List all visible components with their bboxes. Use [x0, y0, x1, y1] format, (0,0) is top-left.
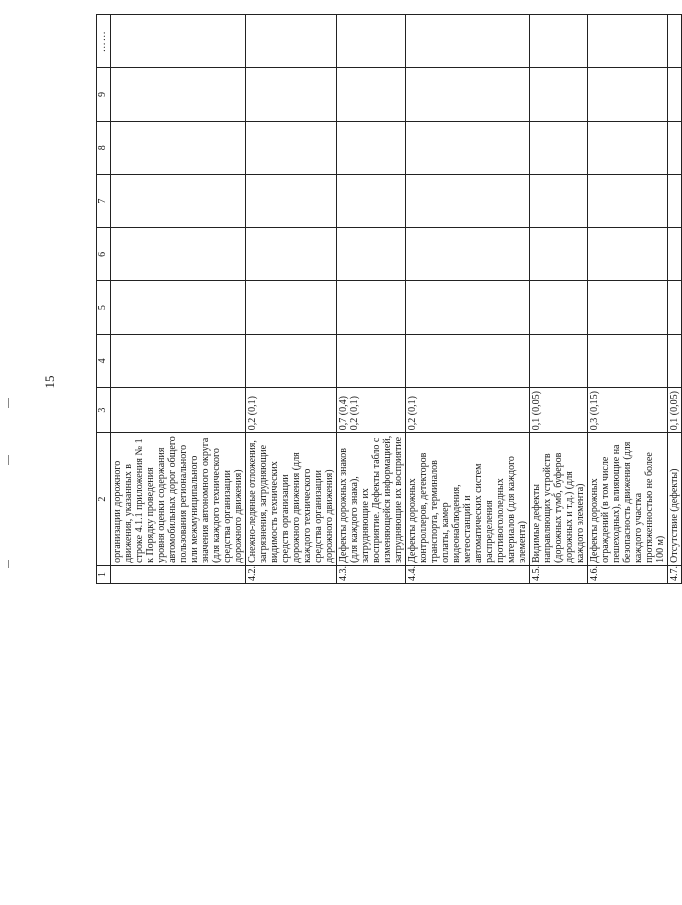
header-row — [97, 15, 111, 584]
empty-cell — [111, 334, 246, 387]
table-row — [530, 15, 588, 584]
header-cell: 6 — [97, 228, 111, 281]
header-cell: 2 — [97, 433, 111, 566]
empty-cell — [246, 68, 337, 121]
empty-cell — [111, 15, 246, 68]
table-row — [111, 15, 246, 584]
row-description-cell: Снежно-ледяные отложения, загрязнения, затрудняющие видимость технических средств организации дорожного движения (для каждого технического средства организации дорожного движения) — [246, 433, 337, 566]
empty-cell — [246, 174, 337, 227]
empty-cell — [406, 174, 530, 227]
empty-cell — [588, 15, 668, 68]
empty-cell — [530, 15, 588, 68]
empty-cell — [337, 228, 406, 281]
empty-cell — [588, 334, 668, 387]
scan-margin-mark — [8, 560, 9, 568]
row-number-cell — [111, 565, 246, 583]
empty-cell — [588, 174, 668, 227]
empty-cell — [111, 281, 246, 334]
empty-cell — [668, 15, 682, 68]
empty-cell — [406, 15, 530, 68]
empty-cell — [337, 281, 406, 334]
header-cell: …… — [97, 15, 111, 68]
table-row — [246, 15, 337, 584]
row-description-cell: Отсутствие (дефекты) — [668, 433, 682, 566]
row-number-cell: 4.7. — [668, 565, 682, 583]
empty-cell — [337, 15, 406, 68]
empty-cell — [668, 121, 682, 174]
empty-cell — [668, 228, 682, 281]
scan-margin-mark — [8, 398, 9, 408]
empty-cell — [668, 334, 682, 387]
empty-cell — [588, 68, 668, 121]
empty-cell — [246, 15, 337, 68]
empty-cell — [246, 228, 337, 281]
row-value-cell: 0,1 (0,05) — [530, 387, 588, 432]
empty-cell — [588, 121, 668, 174]
empty-cell — [530, 68, 588, 121]
empty-cell — [668, 281, 682, 334]
header-cell: 4 — [97, 334, 111, 387]
header-cell: 5 — [97, 281, 111, 334]
empty-cell — [337, 68, 406, 121]
empty-cell — [337, 334, 406, 387]
row-description-cell: Дефекты дорожных знаков (для каждого знака), затрудняющие их восприятие. Дефекты табло с изменяющейся информацией, затрудняющие их восприятие — [337, 433, 406, 566]
row-number-cell: 4.5. — [530, 565, 588, 583]
row-description-cell: Видимые дефекты направляющих устройств (дорожных тумб, буферов дорожных и т.д.) (для каждого элемента) — [530, 433, 588, 566]
empty-cell — [668, 174, 682, 227]
scan-margin-mark — [8, 455, 9, 465]
empty-cell — [246, 334, 337, 387]
assessment-table — [96, 14, 682, 584]
row-value-cell — [111, 387, 246, 432]
empty-cell — [406, 121, 530, 174]
empty-cell — [588, 228, 668, 281]
empty-cell — [337, 174, 406, 227]
row-number-cell: 4.6. — [588, 565, 668, 583]
row-number-cell: 4.3. — [337, 565, 406, 583]
empty-cell — [406, 68, 530, 121]
row-value-cell: 0,2 (0,1) — [246, 387, 337, 432]
empty-cell — [111, 68, 246, 121]
empty-cell — [246, 121, 337, 174]
empty-cell — [668, 68, 682, 121]
empty-cell — [406, 334, 530, 387]
row-value-cell: 0,1 (0,05) — [668, 387, 682, 432]
empty-cell — [111, 228, 246, 281]
header-cell: 1 — [97, 565, 111, 583]
page-number: 15 — [42, 375, 57, 389]
row-value-cell: 0,7 (0,4) 0,2 (0,1) — [337, 387, 406, 432]
table-row — [668, 15, 682, 584]
header-cell: 8 — [97, 121, 111, 174]
empty-cell — [530, 174, 588, 227]
row-value-cell: 0,3 (0,15) — [588, 387, 668, 432]
empty-cell — [530, 334, 588, 387]
empty-cell — [530, 281, 588, 334]
empty-cell — [530, 228, 588, 281]
table-row — [406, 15, 530, 584]
empty-cell — [111, 174, 246, 227]
assessment-table-rotated — [96, 14, 680, 584]
table-row — [337, 15, 406, 584]
empty-cell — [406, 228, 530, 281]
empty-cell — [530, 121, 588, 174]
header-cell: 3 — [97, 387, 111, 432]
row-number-cell: 4.4. — [406, 565, 530, 583]
header-cell: 9 — [97, 68, 111, 121]
empty-cell — [111, 121, 246, 174]
row-description-cell: Дефекты дорожных ограждений (в том числе пешеходных), влияющие на безопасность движения (для каждого участка протяженностью не более 100 м) — [588, 433, 668, 566]
assessment-table-frame — [96, 14, 680, 584]
header-cell: 7 — [97, 174, 111, 227]
table-row — [588, 15, 668, 584]
row-value-cell: 0,2 (0,1) — [406, 387, 530, 432]
empty-cell — [406, 281, 530, 334]
empty-cell — [337, 121, 406, 174]
empty-cell — [588, 281, 668, 334]
empty-cell — [246, 281, 337, 334]
row-description-cell: организации дорожного движения, указанных в строке 4.1.1 приложения № 1 к Порядку проведения уровня оценки содержания автомобильных дорог общего пользования регионального или межмуниципального значения автономного округа (для каждого технического средства организации дорожного движения) — [111, 433, 246, 566]
row-number-cell: 4.2. — [246, 565, 337, 583]
row-description-cell: Дефекты дорожных контроллеров, детекторов транспорта, терминалов оплаты, камер видеонаблюдения, метеостанций и автоматических систем распределения противогололедных материалов (для каждого элемента) — [406, 433, 530, 566]
